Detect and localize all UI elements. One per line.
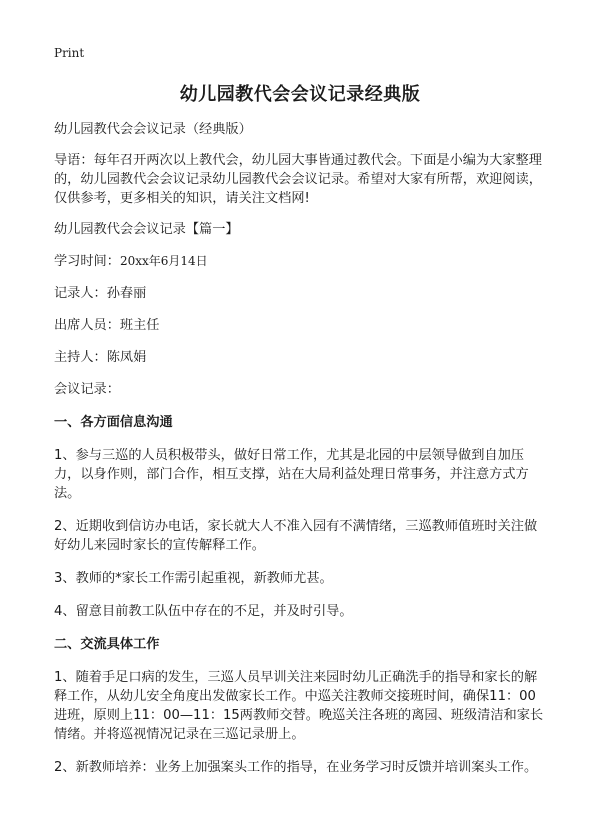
host-line: 主持人：陈凤娟	[54, 350, 147, 365]
document-body	[54, 120, 546, 777]
part2-item: 1、随着手足口病的发生，三巡人员早训关注来园时幼儿正确洗手的指导和家长的解释工作，从幼儿安全角度出发做家长工作。中巡关注教师交接班时间，确保11：00进班，原则上11：00—11：15两教师交替。晚巡关注各班的离园、班级清洁和家长情绪。并将巡视情况记录在三巡记录册上。	[54, 670, 544, 742]
intro-paragraph: 导语：每年召开两次以上教代会，幼儿园大事皆通过教代会。下面是小编为大家整理的，幼儿园教代会会议记录幼儿园教代会会议记录。希望对大家有所帮，欢迎阅读，仅供参考，更多相关的知识，请关注文档网!	[54, 153, 542, 206]
part1-item: 1、参与三巡的人员积极带头，做好日常工作，尤其是北园的中层领导做到自加压力，以身作则，部门合作，相互支撑，站在大局利益处理日常事务，并注意方式方法。	[54, 448, 529, 501]
part1-heading: 一、各方面信息沟通	[54, 415, 173, 430]
minutes-label: 会议记录：	[54, 382, 120, 397]
study-time-line	[54, 252, 546, 271]
document-title: 幼儿园教代会会议记录经典版	[179, 84, 421, 105]
study-time-value: 20xx年6月14日	[119, 254, 208, 268]
part1-item: 2、近期收到信访办电话，家长就大人不准入园有不满情绪，三巡教师值班时关注做好幼儿来园时家长的宣传解释工作。	[54, 519, 538, 553]
part2-item: 2、新教师培养：业务上加强案头工作的指导，在业务学习时反馈并培训案头工作。	[54, 760, 538, 775]
part1-item: 3、教师的*家长工作需引起重视，新教师尤甚。	[54, 571, 333, 586]
part2-heading: 二、交流具体工作	[54, 637, 160, 652]
recorder-line: 记录人：孙春丽	[54, 286, 147, 301]
document-subtitle: 幼儿园教代会会议记录（经典版）	[54, 122, 252, 137]
study-time-label: 学习时间：	[54, 254, 120, 269]
attendees-line: 出席人员：班主任	[54, 318, 160, 333]
part1-item: 4、留意目前教工队伍中存在的不足，并及时引导。	[54, 604, 353, 619]
print-link[interactable]: Print	[54, 46, 85, 60]
section-title: 幼儿园教代会会议记录【篇一】	[54, 222, 239, 237]
